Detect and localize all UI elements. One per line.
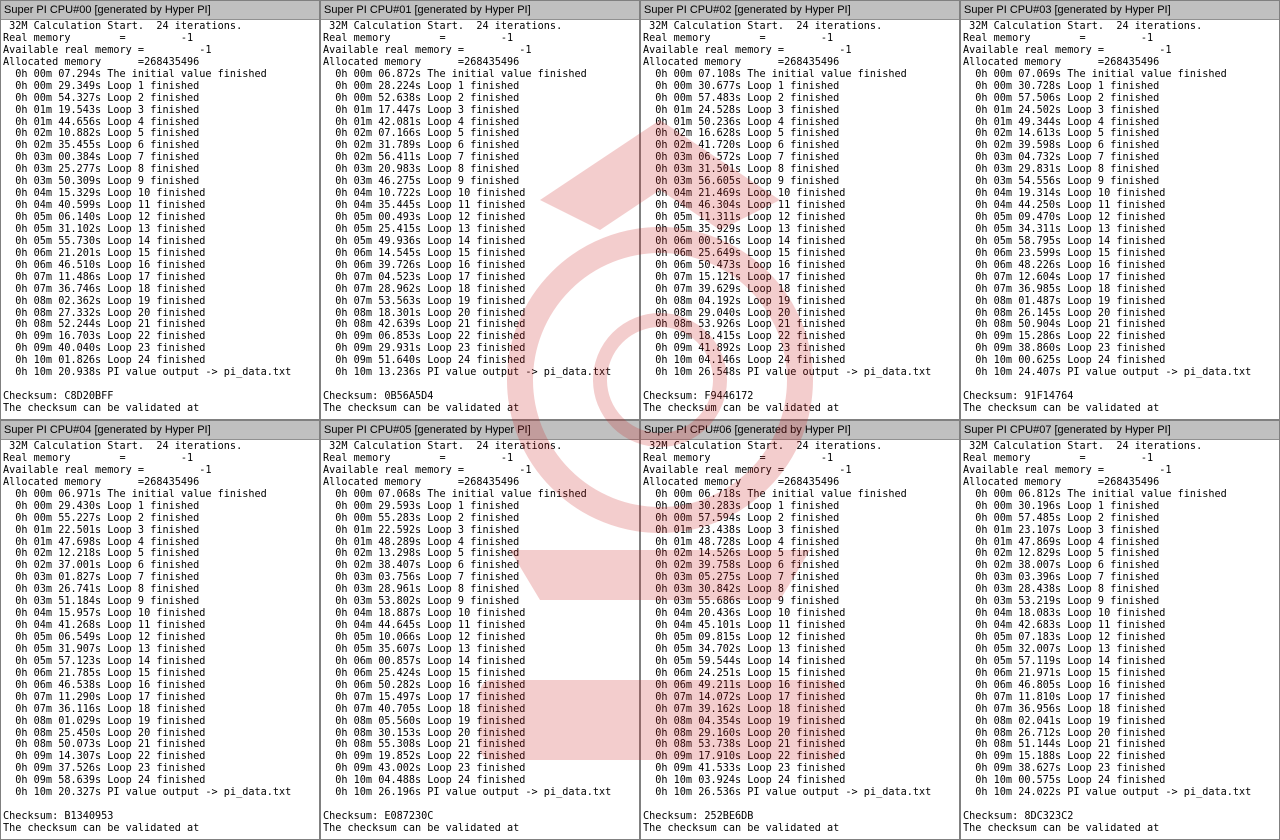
calculation-header: 32M Calculation Start. 24 iterations. bbox=[323, 21, 563, 32]
log-line: 0h 05m 34.311s Loop 13 finished bbox=[963, 223, 1166, 235]
log-line: 0h 07m 36.116s Loop 18 finished bbox=[3, 703, 206, 715]
log-line: 0h 00m 07.294s The initial value finished bbox=[3, 68, 267, 80]
log-line: 0h 08m 04.354s Loop 19 finished bbox=[643, 715, 846, 727]
log-line: 0h 00m 30.728s Loop 1 finished bbox=[963, 80, 1160, 92]
checksum-line: Checksum: F9446172 bbox=[643, 391, 754, 403]
log-line: 0h 06m 49.211s Loop 16 finished bbox=[643, 679, 846, 691]
log-line: 0h 00m 54.327s Loop 2 finished bbox=[3, 92, 200, 104]
log-line: 0h 02m 39.598s Loop 6 finished bbox=[963, 140, 1160, 152]
log-line: 0h 01m 22.592s Loop 3 finished bbox=[323, 524, 520, 536]
log-line: 0h 05m 10.066s Loop 12 finished bbox=[323, 632, 526, 643]
calculation-header: 32M Calculation Start. 24 iterations. bbox=[3, 21, 243, 32]
available-memory-line: Available real memory = -1 bbox=[323, 44, 532, 56]
log-line: 0h 02m 35.455s Loop 6 finished bbox=[3, 140, 200, 152]
log-line: 0h 07m 36.985s Loop 18 finished bbox=[963, 283, 1166, 295]
log-line: 0h 02m 31.789s Loop 6 finished bbox=[323, 140, 520, 152]
log-line: 0h 05m 35.607s Loop 13 finished bbox=[323, 643, 526, 655]
log-line: 0h 05m 06.549s Loop 12 finished bbox=[3, 632, 206, 643]
checksum-note: The checksum can be validated at bbox=[323, 823, 520, 834]
console-output bbox=[1, 440, 319, 835]
console-output bbox=[321, 440, 639, 835]
log-line: 0h 08m 50.073s Loop 21 finished bbox=[3, 739, 206, 751]
log-line: 0h 00m 07.068s The initial value finished bbox=[323, 488, 587, 500]
log-line: 0h 04m 46.304s Loop 11 finished bbox=[643, 200, 846, 212]
log-line: 0h 06m 50.473s Loop 16 finished bbox=[643, 259, 846, 271]
window-title[interactable]: Super PI CPU#00 [generated by Hyper PI] bbox=[1, 1, 319, 20]
log-line: 0h 07m 12.604s Loop 17 finished bbox=[963, 271, 1166, 283]
available-memory-line: Available real memory = -1 bbox=[963, 44, 1172, 56]
superpi-window-cpu07[interactable] bbox=[960, 420, 1280, 840]
log-line: 0h 00m 30.196s Loop 1 finished bbox=[963, 500, 1160, 512]
allocated-memory-line: Allocated memory =268435496 bbox=[643, 476, 840, 488]
log-line: 0h 00m 06.718s The initial value finished bbox=[643, 488, 907, 500]
log-line: 0h 03m 04.732s Loop 7 finished bbox=[963, 152, 1160, 164]
log-line: 0h 01m 48.289s Loop 4 finished bbox=[323, 536, 520, 548]
window-title[interactable]: Super PI CPU#04 [generated by Hyper PI] bbox=[1, 421, 319, 440]
log-line: 0h 08m 53.738s Loop 21 finished bbox=[643, 739, 846, 751]
log-line: 0h 09m 41.892s Loop 23 finished bbox=[643, 343, 846, 355]
log-line: 0h 01m 23.107s Loop 3 finished bbox=[963, 524, 1160, 536]
blank-line bbox=[963, 799, 1279, 811]
calculation-header: 32M Calculation Start. 24 iterations. bbox=[643, 21, 883, 32]
log-line: 0h 08m 27.332s Loop 20 finished bbox=[3, 307, 206, 319]
log-line: 0h 09m 51.640s Loop 24 finished bbox=[323, 355, 526, 367]
log-line: 0h 03m 00.384s Loop 7 finished bbox=[3, 152, 200, 164]
blank-line bbox=[3, 379, 319, 391]
log-line: 0h 05m 11.311s Loop 12 finished bbox=[643, 212, 846, 223]
log-line: 0h 10m 26.548s PI value output -> pi_data.txt bbox=[643, 367, 932, 379]
log-line: 0h 08m 26.712s Loop 20 finished bbox=[963, 727, 1166, 739]
log-line: 0h 03m 50.309s Loop 9 finished bbox=[3, 176, 200, 188]
superpi-window-cpu00[interactable] bbox=[0, 0, 320, 420]
checksum-line: Checksum: 8DC323C2 bbox=[963, 811, 1074, 823]
log-line: 0h 05m 31.907s Loop 13 finished bbox=[3, 643, 206, 655]
log-line: 0h 07m 04.523s Loop 17 finished bbox=[323, 271, 526, 283]
log-line: 0h 03m 54.556s Loop 9 finished bbox=[963, 176, 1160, 188]
log-line: 0h 06m 21.971s Loop 15 finished bbox=[963, 667, 1166, 679]
log-line: 0h 10m 20.327s PI value output -> pi_data.txt bbox=[3, 787, 292, 799]
log-line: 0h 08m 04.192s Loop 19 finished bbox=[643, 295, 846, 307]
window-title[interactable]: Super PI CPU#07 [generated by Hyper PI] bbox=[961, 421, 1279, 440]
log-line: 0h 02m 12.829s Loop 5 finished bbox=[963, 548, 1160, 560]
calculation-header: 32M Calculation Start. 24 iterations. bbox=[963, 441, 1203, 452]
calculation-header: 32M Calculation Start. 24 iterations. bbox=[963, 21, 1203, 32]
log-line: 0h 06m 23.599s Loop 15 finished bbox=[963, 247, 1166, 259]
log-line: 0h 01m 42.081s Loop 4 finished bbox=[323, 116, 520, 128]
log-line: 0h 08m 25.450s Loop 20 finished bbox=[3, 727, 206, 739]
superpi-window-cpu06[interactable] bbox=[640, 420, 960, 840]
log-line: 0h 07m 11.486s Loop 17 finished bbox=[3, 271, 206, 283]
checksum-note: The checksum can be validated at bbox=[3, 403, 200, 414]
available-memory-line: Available real memory = -1 bbox=[323, 464, 532, 476]
blank-line bbox=[643, 799, 959, 811]
log-line: 0h 02m 38.007s Loop 6 finished bbox=[963, 560, 1160, 572]
log-line: 0h 07m 14.072s Loop 17 finished bbox=[643, 691, 846, 703]
real-memory-line: Real memory = -1 bbox=[323, 452, 514, 464]
window-title[interactable]: Super PI CPU#06 [generated by Hyper PI] bbox=[641, 421, 959, 440]
allocated-memory-line: Allocated memory =268435496 bbox=[323, 56, 520, 68]
log-line: 0h 06m 50.282s Loop 16 finished bbox=[323, 679, 526, 691]
allocated-memory-line: Allocated memory =268435496 bbox=[323, 476, 520, 488]
log-line: 0h 07m 36.956s Loop 18 finished bbox=[963, 703, 1166, 715]
blank-line bbox=[323, 379, 639, 391]
log-line: 0h 01m 44.656s Loop 4 finished bbox=[3, 116, 200, 128]
log-line: 0h 09m 06.853s Loop 22 finished bbox=[323, 331, 526, 343]
log-line: 0h 03m 05.275s Loop 7 finished bbox=[643, 572, 840, 584]
log-line: 0h 00m 29.593s Loop 1 finished bbox=[323, 500, 520, 512]
log-line: 0h 03m 28.438s Loop 8 finished bbox=[963, 584, 1160, 596]
log-line: 0h 08m 18.301s Loop 20 finished bbox=[323, 307, 526, 319]
log-line: 0h 06m 46.510s Loop 16 finished bbox=[3, 259, 206, 271]
log-line: 0h 00m 57.485s Loop 2 finished bbox=[963, 512, 1160, 524]
log-line: 0h 10m 13.236s PI value output -> pi_data.txt bbox=[323, 367, 612, 379]
log-line: 0h 10m 04.488s Loop 24 finished bbox=[323, 775, 526, 787]
calculation-header: 32M Calculation Start. 24 iterations. bbox=[3, 441, 243, 452]
log-line: 0h 04m 40.599s Loop 11 finished bbox=[3, 200, 206, 212]
log-line: 0h 09m 15.286s Loop 22 finished bbox=[963, 331, 1166, 343]
checksum-line: Checksum: 0B56A5D4 bbox=[323, 391, 434, 403]
log-line: 0h 09m 43.002s Loop 23 finished bbox=[323, 763, 526, 775]
log-line: 0h 09m 18.415s Loop 22 finished bbox=[643, 331, 846, 343]
log-line: 0h 06m 21.785s Loop 15 finished bbox=[3, 667, 206, 679]
blank-line bbox=[643, 379, 959, 391]
log-line: 0h 07m 39.629s Loop 18 finished bbox=[643, 283, 846, 295]
log-line: 0h 06m 21.201s Loop 15 finished bbox=[3, 247, 206, 259]
checksum-line: Checksum: C8D20BFF bbox=[3, 391, 114, 403]
log-line: 0h 10m 01.826s Loop 24 finished bbox=[3, 355, 206, 367]
log-line: 0h 09m 38.860s Loop 23 finished bbox=[963, 343, 1166, 355]
window-title[interactable]: Super PI CPU#03 [generated by Hyper PI] bbox=[961, 1, 1279, 20]
window-title[interactable]: Super PI CPU#05 [generated by Hyper PI] bbox=[321, 421, 639, 440]
superpi-window-cpu05[interactable] bbox=[320, 420, 640, 840]
log-line: 0h 08m 42.639s Loop 21 finished bbox=[323, 319, 526, 331]
log-line: 0h 09m 15.188s Loop 22 finished bbox=[963, 751, 1166, 763]
superpi-window-cpu01[interactable] bbox=[320, 0, 640, 420]
log-line: 0h 10m 00.575s Loop 24 finished bbox=[963, 775, 1166, 787]
log-line: 0h 09m 17.910s Loop 22 finished bbox=[643, 751, 846, 763]
console-output bbox=[321, 20, 639, 415]
log-line: 0h 07m 28.962s Loop 18 finished bbox=[323, 283, 526, 295]
real-memory-line: Real memory = -1 bbox=[963, 452, 1154, 464]
log-line: 0h 05m 59.544s Loop 14 finished bbox=[643, 655, 846, 667]
log-line: 0h 02m 14.613s Loop 5 finished bbox=[963, 128, 1160, 140]
log-line: 0h 08m 50.904s Loop 21 finished bbox=[963, 319, 1166, 331]
log-line: 0h 07m 15.497s Loop 17 finished bbox=[323, 691, 526, 703]
log-line: 0h 01m 50.236s Loop 4 finished bbox=[643, 116, 840, 128]
log-line: 0h 05m 57.119s Loop 14 finished bbox=[963, 655, 1166, 667]
log-line: 0h 08m 26.145s Loop 20 finished bbox=[963, 307, 1166, 319]
real-memory-line: Real memory = -1 bbox=[643, 32, 834, 44]
blank-line bbox=[323, 799, 639, 811]
log-line: 0h 05m 07.183s Loop 12 finished bbox=[963, 632, 1166, 643]
available-memory-line: Available real memory = -1 bbox=[3, 464, 212, 476]
checksum-line: Checksum: 252BE6DB bbox=[643, 811, 754, 823]
log-line: 0h 03m 01.827s Loop 7 finished bbox=[3, 572, 200, 584]
superpi-window-cpu04[interactable] bbox=[0, 420, 320, 840]
log-line: 0h 08m 52.244s Loop 21 finished bbox=[3, 319, 206, 331]
superpi-window-cpu02[interactable] bbox=[640, 0, 960, 420]
log-line: 0h 09m 37.526s Loop 23 finished bbox=[3, 763, 206, 775]
log-line: 0h 02m 56.411s Loop 7 finished bbox=[323, 152, 520, 164]
log-line: 0h 05m 00.493s Loop 12 finished bbox=[323, 212, 526, 223]
superpi-window-cpu03[interactable] bbox=[960, 0, 1280, 420]
log-line: 0h 04m 15.957s Loop 10 finished bbox=[3, 608, 206, 620]
log-line: 0h 00m 55.283s Loop 2 finished bbox=[323, 512, 520, 524]
console-output bbox=[1, 20, 319, 415]
log-line: 0h 04m 41.268s Loop 11 finished bbox=[3, 620, 206, 632]
log-line: 0h 04m 45.101s Loop 11 finished bbox=[643, 620, 846, 632]
log-line: 0h 02m 39.758s Loop 6 finished bbox=[643, 560, 840, 572]
calculation-header: 32M Calculation Start. 24 iterations. bbox=[643, 441, 883, 452]
log-line: 0h 03m 29.831s Loop 8 finished bbox=[963, 164, 1160, 176]
checksum-line: Checksum: E087230C bbox=[323, 811, 434, 823]
log-line: 0h 08m 51.144s Loop 21 finished bbox=[963, 739, 1166, 751]
checksum-note: The checksum can be validated at bbox=[643, 403, 840, 414]
log-line: 0h 05m 25.415s Loop 13 finished bbox=[323, 223, 526, 235]
real-memory-line: Real memory = -1 bbox=[963, 32, 1154, 44]
log-line: 0h 09m 14.307s Loop 22 finished bbox=[3, 751, 206, 763]
log-line: 0h 00m 57.483s Loop 2 finished bbox=[643, 92, 840, 104]
log-line: 0h 01m 17.447s Loop 3 finished bbox=[323, 104, 520, 116]
log-line: 0h 09m 38.627s Loop 23 finished bbox=[963, 763, 1166, 775]
available-memory-line: Available real memory = -1 bbox=[963, 464, 1172, 476]
available-memory-line: Available real memory = -1 bbox=[643, 44, 852, 56]
window-title[interactable]: Super PI CPU#02 [generated by Hyper PI] bbox=[641, 1, 959, 20]
log-line: 0h 04m 44.645s Loop 11 finished bbox=[323, 620, 526, 632]
log-line: 0h 00m 07.069s The initial value finished bbox=[963, 68, 1227, 80]
allocated-memory-line: Allocated memory =268435496 bbox=[3, 476, 200, 488]
log-line: 0h 09m 29.931s Loop 23 finished bbox=[323, 343, 526, 355]
log-line: 0h 00m 07.108s The initial value finished bbox=[643, 68, 907, 80]
log-line: 0h 04m 10.722s Loop 10 finished bbox=[323, 188, 526, 200]
log-line: 0h 08m 02.362s Loop 19 finished bbox=[3, 295, 206, 307]
log-line: 0h 01m 22.501s Loop 3 finished bbox=[3, 524, 200, 536]
log-line: 0h 07m 36.746s Loop 18 finished bbox=[3, 283, 206, 295]
log-line: 0h 06m 39.726s Loop 16 finished bbox=[323, 259, 526, 271]
available-memory-line: Available real memory = -1 bbox=[643, 464, 852, 476]
log-line: 0h 09m 40.040s Loop 23 finished bbox=[3, 343, 206, 355]
log-line: 0h 10m 03.924s Loop 24 finished bbox=[643, 775, 846, 787]
log-line: 0h 05m 35.929s Loop 13 finished bbox=[643, 223, 846, 235]
log-line: 0h 06m 25.424s Loop 15 finished bbox=[323, 667, 526, 679]
log-line: 0h 09m 19.852s Loop 22 finished bbox=[323, 751, 526, 763]
log-line: 0h 06m 24.251s Loop 15 finished bbox=[643, 667, 846, 679]
log-line: 0h 00m 52.638s Loop 2 finished bbox=[323, 92, 520, 104]
checksum-line: Checksum: B1340953 bbox=[3, 811, 114, 823]
real-memory-line: Real memory = -1 bbox=[3, 452, 194, 464]
log-line: 0h 08m 55.308s Loop 21 finished bbox=[323, 739, 526, 751]
log-line: 0h 10m 20.938s PI value output -> pi_data.txt bbox=[3, 367, 292, 379]
log-line: 0h 09m 16.703s Loop 22 finished bbox=[3, 331, 206, 343]
log-line: 0h 05m 58.795s Loop 14 finished bbox=[963, 235, 1166, 247]
log-line: 0h 04m 18.083s Loop 10 finished bbox=[963, 608, 1166, 620]
log-line: 0h 01m 49.344s Loop 4 finished bbox=[963, 116, 1160, 128]
log-line: 0h 00m 57.506s Loop 2 finished bbox=[963, 92, 1160, 104]
console-output bbox=[961, 440, 1279, 835]
log-line: 0h 04m 15.329s Loop 10 finished bbox=[3, 188, 206, 200]
log-line: 0h 05m 32.007s Loop 13 finished bbox=[963, 643, 1166, 655]
allocated-memory-line: Allocated memory =268435496 bbox=[3, 56, 200, 68]
log-line: 0h 03m 53.219s Loop 9 finished bbox=[963, 596, 1160, 608]
checksum-note: The checksum can be validated at bbox=[643, 823, 840, 834]
log-line: 0h 00m 29.349s Loop 1 finished bbox=[3, 80, 200, 92]
log-line: 0h 02m 37.001s Loop 6 finished bbox=[3, 560, 200, 572]
real-memory-line: Real memory = -1 bbox=[323, 32, 514, 44]
checksum-note: The checksum can be validated at bbox=[323, 403, 520, 414]
log-line: 0h 07m 53.563s Loop 19 finished bbox=[323, 295, 526, 307]
log-line: 0h 02m 07.166s Loop 5 finished bbox=[323, 128, 520, 140]
log-line: 0h 04m 42.683s Loop 11 finished bbox=[963, 620, 1166, 632]
log-line: 0h 03m 06.572s Loop 7 finished bbox=[643, 152, 840, 164]
log-line: 0h 01m 23.438s Loop 3 finished bbox=[643, 524, 840, 536]
log-line: 0h 05m 09.470s Loop 12 finished bbox=[963, 212, 1166, 223]
log-line: 0h 03m 55.686s Loop 9 finished bbox=[643, 596, 840, 608]
log-line: 0h 08m 29.160s Loop 20 finished bbox=[643, 727, 846, 739]
log-line: 0h 04m 19.314s Loop 10 finished bbox=[963, 188, 1166, 200]
log-line: 0h 00m 06.971s The initial value finished bbox=[3, 488, 267, 500]
log-line: 0h 08m 30.153s Loop 20 finished bbox=[323, 727, 526, 739]
log-line: 0h 07m 11.290s Loop 17 finished bbox=[3, 691, 206, 703]
log-line: 0h 05m 31.102s Loop 13 finished bbox=[3, 223, 206, 235]
log-line: 0h 00m 55.227s Loop 2 finished bbox=[3, 512, 200, 524]
log-line: 0h 08m 29.040s Loop 20 finished bbox=[643, 307, 846, 319]
checksum-note: The checksum can be validated at bbox=[3, 823, 200, 834]
log-line: 0h 01m 24.528s Loop 3 finished bbox=[643, 104, 840, 116]
log-line: 0h 03m 25.277s Loop 8 finished bbox=[3, 164, 200, 176]
log-line: 0h 06m 46.538s Loop 16 finished bbox=[3, 679, 206, 691]
log-line: 0h 05m 57.123s Loop 14 finished bbox=[3, 655, 206, 667]
log-line: 0h 09m 41.533s Loop 23 finished bbox=[643, 763, 846, 775]
log-line: 0h 06m 25.649s Loop 15 finished bbox=[643, 247, 846, 259]
log-line: 0h 10m 26.196s PI value output -> pi_data.txt bbox=[323, 787, 612, 799]
log-line: 0h 10m 24.022s PI value output -> pi_data.txt bbox=[963, 787, 1252, 799]
log-line: 0h 10m 24.407s PI value output -> pi_data.txt bbox=[963, 367, 1252, 379]
allocated-memory-line: Allocated memory =268435496 bbox=[963, 476, 1160, 488]
checksum-note: The checksum can be validated at bbox=[963, 823, 1160, 834]
log-line: 0h 00m 06.872s The initial value finished bbox=[323, 68, 587, 80]
log-line: 0h 02m 41.720s Loop 6 finished bbox=[643, 140, 840, 152]
log-line: 0h 01m 24.502s Loop 3 finished bbox=[963, 104, 1160, 116]
log-line: 0h 00m 06.812s The initial value finished bbox=[963, 488, 1227, 500]
log-line: 0h 06m 46.805s Loop 16 finished bbox=[963, 679, 1166, 691]
log-line: 0h 00m 30.283s Loop 1 finished bbox=[643, 500, 840, 512]
console-output bbox=[961, 20, 1279, 415]
log-line: 0h 05m 55.730s Loop 14 finished bbox=[3, 235, 206, 247]
log-line: 0h 06m 14.545s Loop 15 finished bbox=[323, 247, 526, 259]
log-line: 0h 00m 28.224s Loop 1 finished bbox=[323, 80, 520, 92]
log-line: 0h 07m 40.705s Loop 18 finished bbox=[323, 703, 526, 715]
log-line: 0h 05m 34.702s Loop 13 finished bbox=[643, 643, 846, 655]
log-line: 0h 03m 28.961s Loop 8 finished bbox=[323, 584, 520, 596]
log-line: 0h 03m 53.802s Loop 9 finished bbox=[323, 596, 520, 608]
log-line: 0h 09m 58.639s Loop 24 finished bbox=[3, 775, 206, 787]
real-memory-line: Real memory = -1 bbox=[643, 452, 834, 464]
log-line: 0h 03m 31.501s Loop 8 finished bbox=[643, 164, 840, 176]
blank-line bbox=[963, 379, 1279, 391]
log-line: 0h 08m 02.041s Loop 19 finished bbox=[963, 715, 1166, 727]
log-line: 0h 03m 03.396s Loop 7 finished bbox=[963, 572, 1160, 584]
allocated-memory-line: Allocated memory =268435496 bbox=[963, 56, 1160, 68]
log-line: 0h 03m 46.275s Loop 9 finished bbox=[323, 176, 520, 188]
log-line: 0h 04m 18.887s Loop 10 finished bbox=[323, 608, 526, 620]
log-line: 0h 07m 15.121s Loop 17 finished bbox=[643, 271, 846, 283]
window-title[interactable]: Super PI CPU#01 [generated by Hyper PI] bbox=[321, 1, 639, 20]
calculation-header: 32M Calculation Start. 24 iterations. bbox=[323, 441, 563, 452]
log-line: 0h 02m 14.526s Loop 5 finished bbox=[643, 548, 840, 560]
log-line: 0h 02m 38.407s Loop 6 finished bbox=[323, 560, 520, 572]
log-line: 0h 07m 39.162s Loop 18 finished bbox=[643, 703, 846, 715]
log-line: 0h 02m 13.298s Loop 5 finished bbox=[323, 548, 520, 560]
log-line: 0h 02m 16.628s Loop 5 finished bbox=[643, 128, 840, 140]
log-line: 0h 03m 26.741s Loop 8 finished bbox=[3, 584, 200, 596]
log-line: 0h 03m 20.983s Loop 8 finished bbox=[323, 164, 520, 176]
log-line: 0h 01m 47.698s Loop 4 finished bbox=[3, 536, 200, 548]
console-output bbox=[641, 20, 959, 415]
log-line: 0h 04m 44.250s Loop 11 finished bbox=[963, 200, 1166, 212]
log-line: 0h 10m 00.625s Loop 24 finished bbox=[963, 355, 1166, 367]
log-line: 0h 04m 35.445s Loop 11 finished bbox=[323, 200, 526, 212]
log-line: 0h 08m 05.560s Loop 19 finished bbox=[323, 715, 526, 727]
log-line: 0h 06m 00.516s Loop 14 finished bbox=[643, 235, 846, 247]
log-line: 0h 05m 49.936s Loop 14 finished bbox=[323, 235, 526, 247]
blank-line bbox=[3, 799, 319, 811]
log-line: 0h 00m 30.677s Loop 1 finished bbox=[643, 80, 840, 92]
log-line: 0h 08m 53.926s Loop 21 finished bbox=[643, 319, 846, 331]
allocated-memory-line: Allocated memory =268435496 bbox=[643, 56, 840, 68]
log-line: 0h 03m 51.184s Loop 9 finished bbox=[3, 596, 200, 608]
log-line: 0h 00m 57.594s Loop 2 finished bbox=[643, 512, 840, 524]
log-line: 0h 04m 20.436s Loop 10 finished bbox=[643, 608, 846, 620]
available-memory-line: Available real memory = -1 bbox=[3, 44, 212, 56]
log-line: 0h 02m 12.218s Loop 5 finished bbox=[3, 548, 200, 560]
log-line: 0h 01m 19.543s Loop 3 finished bbox=[3, 104, 200, 116]
log-line: 0h 10m 04.146s Loop 24 finished bbox=[643, 355, 846, 367]
log-line: 0h 00m 29.430s Loop 1 finished bbox=[3, 500, 200, 512]
log-line: 0h 08m 01.029s Loop 19 finished bbox=[3, 715, 206, 727]
console-output bbox=[641, 440, 959, 835]
log-line: 0h 05m 06.140s Loop 12 finished bbox=[3, 212, 206, 223]
log-line: 0h 06m 48.226s Loop 16 finished bbox=[963, 259, 1166, 271]
log-line: 0h 01m 47.869s Loop 4 finished bbox=[963, 536, 1160, 548]
checksum-line: Checksum: 91F14764 bbox=[963, 391, 1074, 403]
log-line: 0h 01m 48.728s Loop 4 finished bbox=[643, 536, 840, 548]
log-line: 0h 03m 56.605s Loop 9 finished bbox=[643, 176, 840, 188]
log-line: 0h 10m 26.536s PI value output -> pi_data.txt bbox=[643, 787, 932, 799]
log-line: 0h 07m 11.810s Loop 17 finished bbox=[963, 691, 1166, 703]
log-line: 0h 05m 09.815s Loop 12 finished bbox=[643, 632, 846, 643]
log-line: 0h 08m 01.487s Loop 19 finished bbox=[963, 295, 1166, 307]
real-memory-line: Real memory = -1 bbox=[3, 32, 194, 44]
log-line: 0h 04m 21.469s Loop 10 finished bbox=[643, 188, 846, 200]
log-line: 0h 03m 30.842s Loop 8 finished bbox=[643, 584, 840, 596]
log-line: 0h 06m 00.857s Loop 14 finished bbox=[323, 655, 526, 667]
log-line: 0h 02m 10.882s Loop 5 finished bbox=[3, 128, 200, 140]
log-line: 0h 03m 03.756s Loop 7 finished bbox=[323, 572, 520, 584]
checksum-note: The checksum can be validated at bbox=[963, 403, 1160, 414]
